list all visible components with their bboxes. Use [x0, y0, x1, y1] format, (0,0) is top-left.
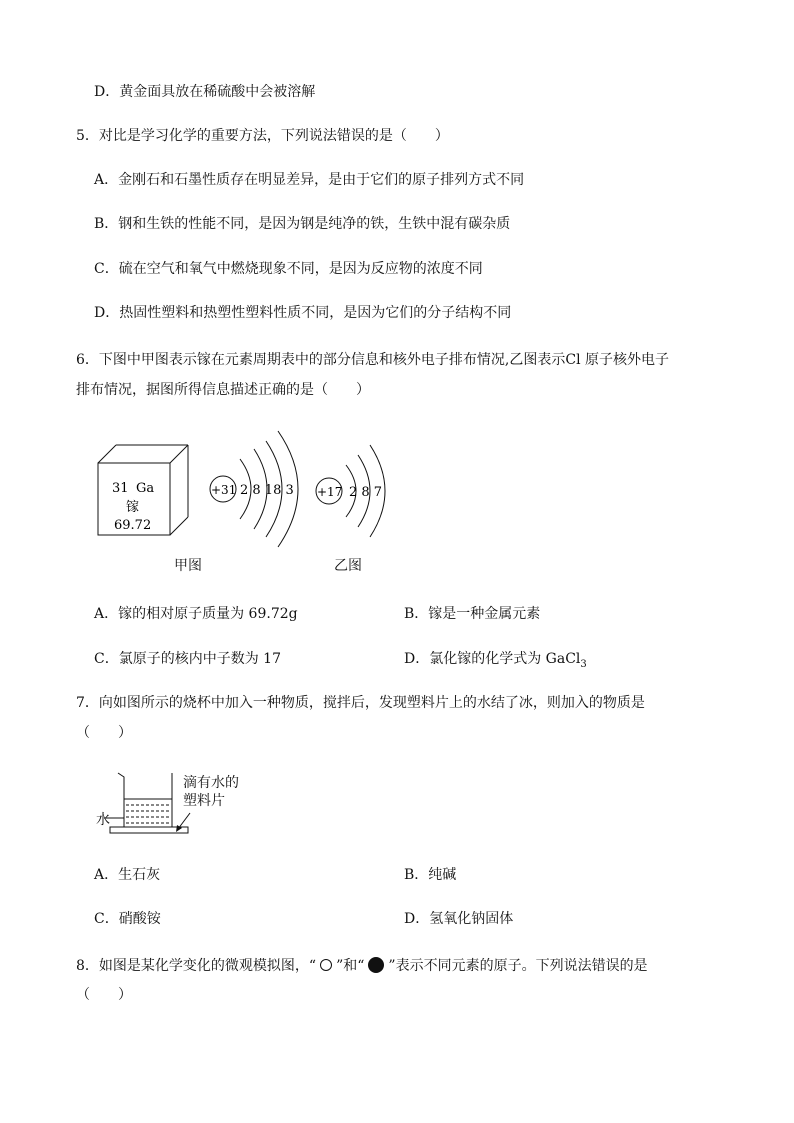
- q6-option-d-text: D．氯化镓的化学式为 GaCl: [404, 651, 581, 667]
- q4-option-d: D．黄金面具放在稀硫酸中会被溶解: [94, 84, 316, 100]
- q6-option-b: B．镓是一种金属元素: [404, 606, 541, 622]
- solid-atom-icon: [368, 957, 384, 973]
- q8-stem-line1: [76, 956, 648, 976]
- q7-beaker-figure: [92, 765, 272, 845]
- beaker-outline: [118, 773, 172, 827]
- q6-stem-line1: 6．下图中甲图表示镓在元素周期表中的部分信息和核外电子排布情况,乙图表示Cl 原子核外电子: [76, 352, 669, 368]
- q5-option-d: D．热固性塑料和热塑性塑料性质不同，是因为它们的分子结构不同: [94, 305, 512, 321]
- q8-stem-part3: ”表示不同元素的原子。下列说法错误的是: [388, 958, 648, 974]
- cl-shell-values: 2 8 7: [349, 485, 383, 500]
- water-hatching: [126, 805, 170, 823]
- plate-label-line2: 塑料片: [183, 793, 225, 809]
- element-number: 31: [112, 481, 129, 496]
- hollow-atom-icon: [320, 959, 332, 971]
- q7-stem-line1: 7．向如图所示的烧杯中加入一种物质，搅拌后，发现塑料片上的水结了冰，则加入的物质是: [76, 695, 645, 711]
- q5-option-b: B．钢和生铁的性能不同，是因为钢是纯净的铁，生铁中混有碳杂质: [94, 216, 511, 232]
- element-symbol: Ga: [136, 481, 155, 496]
- plate-arrow-head: [176, 825, 182, 832]
- q5-option-a: A．金刚石和石墨性质存在明显差异，是由于它们的原子排列方式不同: [94, 172, 525, 188]
- q7-option-a: A．生石灰: [94, 867, 161, 883]
- q7-stem-line2: （ ）: [76, 725, 132, 741]
- element-name: 镓: [126, 500, 140, 515]
- ga-shell-values: 2 8 18 3: [240, 483, 294, 498]
- element-mass: 69.72: [114, 518, 152, 533]
- q8-stem-part2: ”和“: [336, 958, 365, 974]
- figure-label-jia: 甲图: [174, 558, 202, 574]
- q6-figure: [90, 425, 410, 555]
- q6-stem-line2: 排布情况，据图所得信息描述正确的是（ ）: [76, 382, 370, 398]
- figure-label-yi: 乙图: [334, 558, 362, 574]
- q6-option-c: C．氯原子的核内中子数为 17: [94, 651, 281, 667]
- cl-nucleus-label: +17: [317, 485, 343, 499]
- plate-label: [183, 774, 239, 810]
- water-label: 水: [96, 812, 110, 828]
- q6-option-a: A．镓的相对原子质量为 69.72g: [94, 606, 298, 622]
- q6-option-d: [404, 649, 587, 675]
- q7-option-d: D．氢氧化钠固体: [404, 911, 514, 927]
- q5-option-c: C．硫在空气和氧气中燃烧现象不同，是因为反应物的浓度不同: [94, 261, 483, 277]
- q8-stem-line2: （ ）: [76, 987, 132, 1003]
- ga-nucleus-label: +31: [211, 483, 237, 497]
- q7-option-c: C．硝酸铵: [94, 911, 161, 927]
- q7-option-b: B．纯碱: [404, 867, 457, 883]
- q5-stem: 5．对比是学习化学的重要方法，下列说法错误的是（ ）: [76, 128, 449, 144]
- q6-option-d-subscript: 3: [580, 658, 587, 670]
- plate-label-line1: 滴有水的: [183, 775, 239, 791]
- q8-stem-part1: 8．如图是某化学变化的微观模拟图，“: [76, 958, 317, 974]
